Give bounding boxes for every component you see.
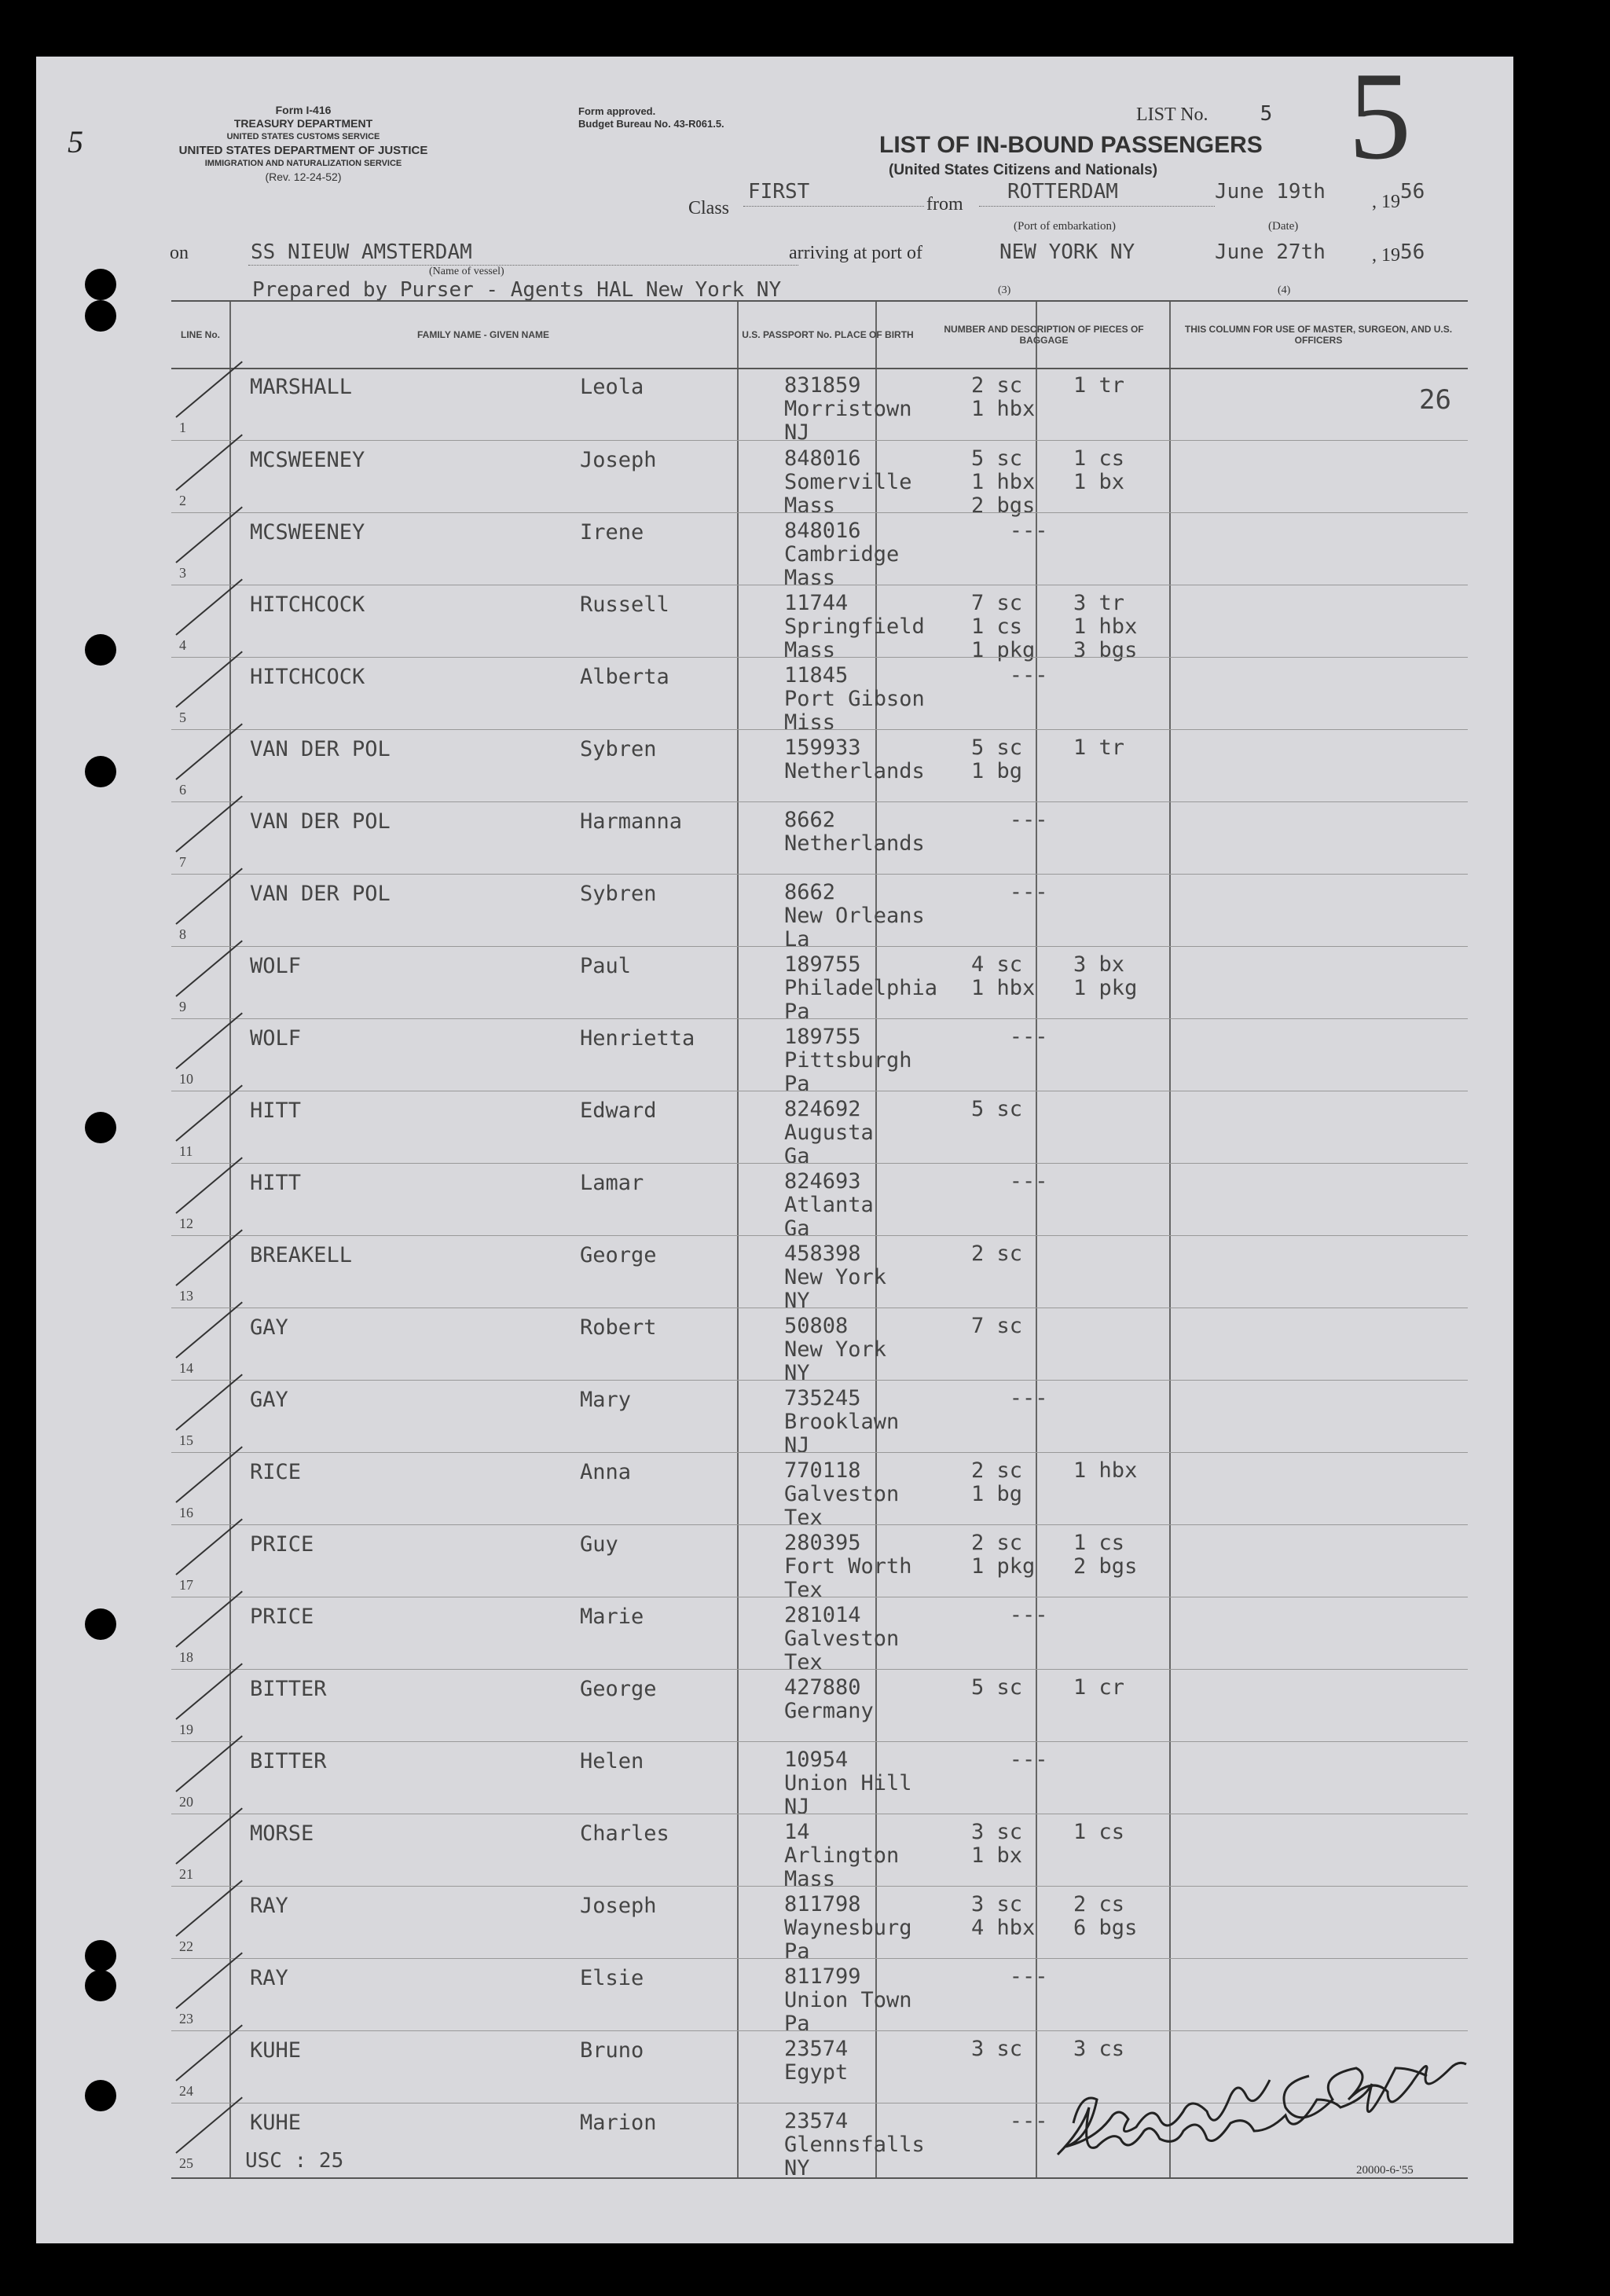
line-number: 14 (179, 1360, 193, 1376)
given-name: Sybren (580, 882, 657, 906)
given-name: Marie (580, 1605, 644, 1629)
passport-number: 770118 (784, 1458, 861, 1483)
place-of-birth: Union Hill (784, 1771, 912, 1795)
table-row (171, 585, 1468, 662)
family-name: MORSE (250, 1821, 314, 1846)
passport-number: 14 (784, 1820, 810, 1844)
check-tick (175, 579, 243, 636)
place-of-birth: Netherlands (784, 759, 925, 783)
line-number: 10 (179, 1071, 193, 1087)
baggage-description: 1 hbx 1 bx (971, 470, 1125, 494)
family-name: RICE (250, 1460, 302, 1484)
budget-bureau: Budget Bureau No. 43-R061.5. (578, 118, 724, 130)
punch-hole (85, 634, 116, 666)
col-head-passport: U.S. PASSPORT No. PLACE OF BIRTH (742, 329, 914, 340)
baggage-description: 5 sc 1 tr (971, 735, 1125, 760)
given-name: Lamar (580, 1171, 644, 1195)
given-name: Irene (580, 520, 644, 545)
baggage-description: 5 sc (971, 1097, 1023, 1121)
check-tick (175, 1374, 243, 1431)
passport-number: 189755 (784, 952, 861, 977)
baggage-description: 7 sc (971, 1314, 1023, 1338)
arrival-date: June 27th (1215, 240, 1326, 264)
passport-number: 159933 (784, 735, 861, 760)
check-tick (175, 1085, 243, 1142)
place-of-birth: NJ (784, 1433, 810, 1458)
family-name: HITCHCOCK (250, 592, 365, 617)
table-row (171, 946, 1468, 1024)
place-of-birth: NY (784, 1289, 810, 1313)
baggage-description: 4 hbx 6 bgs (971, 1916, 1138, 1940)
footer-print-code: 20000-6-'55 (1356, 2164, 1414, 2177)
baggage-description: 5 sc 1 cs (971, 446, 1125, 471)
baggage-description: 1 bg (971, 759, 1023, 783)
check-tick (175, 868, 243, 925)
family-name: VAN DER POL (250, 737, 391, 761)
baggage-description: 1 bx (971, 1843, 1023, 1868)
place-of-birth: Somerville (784, 470, 912, 494)
on-label: on (170, 243, 189, 263)
place-of-birth: New York (784, 1265, 887, 1289)
check-tick (175, 1880, 243, 1937)
caption-3: (3) (998, 284, 1011, 296)
baggage-description: 1 cs 1 hbx (971, 614, 1138, 639)
check-tick (175, 1157, 243, 1214)
line-number: 9 (179, 999, 186, 1014)
check-tick (175, 1013, 243, 1069)
given-name: Robert (580, 1315, 657, 1340)
family-name: BREAKELL (250, 1243, 353, 1267)
given-name: Leola (580, 375, 644, 399)
passport-number: 811799 (784, 1964, 861, 1989)
line-number: 4 (179, 637, 186, 653)
arrival-year-digits: 56 (1400, 240, 1425, 264)
place-of-birth: Cambridge (784, 542, 900, 567)
embarkation-caption: (Port of embarkation) (1014, 220, 1116, 233)
passport-number: 11744 (784, 591, 849, 615)
place-of-birth: Philadelphia (784, 976, 938, 1000)
baggage-description: --- (971, 1025, 1048, 1049)
place-of-birth: Morristown (784, 397, 912, 421)
check-tick (175, 507, 243, 563)
table-row (171, 801, 1468, 875)
family-name: VAN DER POL (250, 809, 391, 834)
check-tick (175, 796, 243, 853)
table-row (171, 1741, 1468, 1819)
date-caption: (Date) (1268, 220, 1299, 233)
baggage-description: 3 sc 2 cs (971, 1892, 1125, 1916)
given-name: Paul (580, 954, 632, 978)
line-number: 21 (179, 1866, 193, 1882)
given-name: Joseph (580, 448, 657, 472)
punch-hole (85, 300, 116, 332)
line-number: 15 (179, 1432, 193, 1448)
baggage-description: 1 pkg 2 bgs (971, 1554, 1138, 1579)
line-number: 19 (179, 1722, 193, 1737)
baggage-description: 2 sc 1 cs (971, 1531, 1125, 1555)
table-row (171, 1235, 1468, 1313)
manifest-page (36, 46, 1513, 2243)
check-tick (175, 2097, 243, 2154)
passport-number: 735245 (784, 1386, 861, 1410)
place-of-birth: Miss (784, 710, 836, 735)
place-of-birth: Egypt (784, 2060, 849, 2085)
list-no-value: 5 (1260, 102, 1273, 126)
agency-customs: UNITED STATES CUSTOMS SERVICE (226, 132, 380, 141)
line-number: 23 (179, 2011, 193, 2026)
place-of-birth: NY (784, 1361, 810, 1385)
baggage-description: 1 pkg 3 bgs (971, 638, 1138, 662)
baggage-description: --- (971, 808, 1048, 832)
family-name: BITTER (250, 1749, 327, 1773)
place-of-birth: Arlington (784, 1843, 900, 1868)
place-of-birth: Netherlands (784, 831, 925, 856)
agency-ins: IMMIGRATION AND NATURALIZATION SERVICE (204, 159, 402, 168)
family-name: MCSWEENEY (250, 448, 365, 472)
place-of-birth: Mass (784, 638, 836, 662)
place-of-birth: Germany (784, 1699, 874, 1723)
family-name: GAY (250, 1388, 288, 1412)
given-name: Joseph (580, 1894, 657, 1918)
passport-number: 281014 (784, 1603, 861, 1627)
passport-number: 848016 (784, 519, 861, 543)
place-of-birth: Ga (784, 1144, 810, 1168)
place-of-birth: Union Town (784, 1988, 912, 2012)
vessel-name: SS NIEUW AMSTERDAM (251, 240, 472, 264)
place-of-birth: Tex (784, 1506, 823, 1530)
check-tick (175, 1808, 243, 1865)
class-value: FIRST (748, 180, 810, 204)
table-row (171, 1380, 1468, 1458)
passport-number: 23574 (784, 2037, 849, 2061)
place-of-birth: Brooklawn (784, 1410, 900, 1434)
check-tick (175, 724, 243, 780)
table-row (171, 1814, 1468, 1891)
place-of-birth: Mass (784, 566, 836, 590)
given-name: Henrietta (580, 1026, 695, 1051)
list-no-label: LIST No. (1136, 105, 1208, 125)
prepared-by: Prepared by Purser - Agents HAL New York NY (252, 278, 782, 302)
family-name: WOLF (250, 1026, 302, 1051)
place-of-birth: Galveston (784, 1482, 900, 1506)
place-of-birth: NY (784, 2156, 810, 2180)
baggage-description: 2 bgs (971, 493, 1036, 518)
table-row (171, 1091, 1468, 1168)
class-label: Class (688, 198, 730, 218)
family-name: RAY (250, 1966, 288, 1990)
vessel-caption: (Name of vessel) (429, 266, 504, 277)
table-row (171, 1452, 1468, 1530)
check-tick (175, 941, 243, 997)
col-head-officers: THIS COLUMN FOR USE OF MASTER, SURGEON, AND U.S. OFFICERS (1184, 324, 1453, 346)
departure-year-digits: 56 (1400, 180, 1425, 204)
line-number: 13 (179, 1288, 193, 1304)
baggage-description: 1 hbx 1 pkg (971, 976, 1138, 1000)
given-name: Anna (580, 1460, 632, 1484)
family-name: MARSHALL (250, 375, 353, 399)
agency-justice: UNITED STATES DEPARTMENT OF JUSTICE (178, 144, 428, 157)
passport-number: 8662 (784, 808, 836, 832)
table-row (171, 1669, 1468, 1742)
line-number: 7 (179, 854, 186, 870)
check-tick (175, 2025, 243, 2081)
family-name: BITTER (250, 1677, 327, 1701)
line-number: 12 (179, 1216, 193, 1231)
line-number: 5 (179, 710, 186, 725)
family-name: PRICE (250, 1605, 314, 1629)
baggage-description: 1 bg (971, 1482, 1023, 1506)
arrival-year: , 19 (1372, 245, 1400, 266)
passport-number: 824693 (784, 1169, 861, 1194)
check-tick (175, 1736, 243, 1792)
check-tick (175, 1519, 243, 1575)
place-of-birth: Pa (784, 1072, 810, 1096)
passport-number: 848016 (784, 446, 861, 471)
family-name: VAN DER POL (250, 882, 391, 906)
line-number: 11 (179, 1143, 193, 1159)
passport-number: 189755 (784, 1025, 861, 1049)
punch-hole (85, 1608, 116, 1640)
place-of-birth: Augusta (784, 1120, 874, 1145)
given-name: Helen (580, 1749, 644, 1773)
line-number: 24 (179, 2083, 193, 2099)
place-of-birth: Pittsburgh (784, 1048, 912, 1073)
baggage-description: 2 sc 1 hbx (971, 1458, 1138, 1483)
baggage-description: --- (971, 1603, 1048, 1627)
check-tick (175, 1230, 243, 1286)
departure-date: June 19th (1215, 180, 1326, 204)
baggage-description: 7 sc 3 tr (971, 591, 1125, 615)
passport-number: 23574 (784, 2109, 849, 2133)
passport-number: 824692 (784, 1097, 861, 1121)
given-name: Russell (580, 592, 669, 617)
line-number: 3 (179, 565, 186, 581)
given-name: Alberta (580, 665, 669, 689)
place-of-birth: NJ (784, 1795, 810, 1819)
baggage-description: 4 sc 3 bx (971, 952, 1125, 977)
line-number: 18 (179, 1649, 193, 1665)
baggage-description: 3 sc 3 cs (971, 2037, 1125, 2061)
given-name: Elsie (580, 1966, 644, 1990)
baggage-description: 5 sc 1 cr (971, 1675, 1125, 1700)
baggage-description: --- (971, 2109, 1048, 2133)
place-of-birth: Galveston (784, 1627, 900, 1651)
arrival-port: NEW YORK NY (999, 240, 1135, 264)
check-tick (175, 1663, 243, 1720)
baggage-description: 2 sc 1 tr (971, 373, 1125, 398)
line-number: 2 (179, 493, 186, 508)
baggage-description: --- (971, 1169, 1048, 1194)
given-name: George (580, 1243, 657, 1267)
place-of-birth: Tex (784, 1650, 823, 1674)
line-number: 20 (179, 1794, 193, 1810)
line-number: 22 (179, 1938, 193, 1954)
place-of-birth: Tex (784, 1578, 823, 1602)
table-row (171, 1308, 1468, 1385)
place-of-birth: Atlanta (784, 1193, 874, 1217)
baggage-description: 1 hbx (971, 397, 1036, 421)
given-name: Marion (580, 2111, 657, 2135)
place-of-birth: Mass (784, 493, 836, 518)
line-number: 8 (179, 926, 186, 942)
check-tick (175, 435, 243, 491)
family-name: WOLF (250, 954, 302, 978)
table-row (171, 1958, 1468, 2036)
given-name: George (580, 1677, 657, 1701)
check-tick (175, 1591, 243, 1648)
caption-4: (4) (1278, 284, 1291, 296)
baggage-description: --- (971, 1748, 1048, 1772)
col-head-line: LINE No. (181, 329, 220, 340)
form-number: Form I-416 (275, 104, 332, 116)
family-name: MCSWEENEY (250, 520, 365, 545)
check-tick (175, 1953, 243, 2009)
punch-hole (85, 269, 116, 300)
table-row (171, 1163, 1468, 1241)
col-head-name: FAMILY NAME - GIVEN NAME (416, 329, 550, 340)
passport-number: 10954 (784, 1748, 849, 1772)
table-row (171, 368, 1468, 445)
table-row (171, 729, 1468, 802)
line-number: 1 (179, 420, 186, 435)
baggage-description: 3 sc 1 cs (971, 1820, 1125, 1844)
place-of-birth: Springfield (784, 614, 925, 639)
given-name: Mary (580, 1388, 632, 1412)
place-of-birth: La (784, 927, 810, 952)
passport-number: 427880 (784, 1675, 861, 1700)
page-title: LIST OF IN-BOUND PASSENGERS (879, 132, 1263, 158)
departure-year: , 19 (1372, 192, 1400, 212)
family-name: HITT (250, 1098, 302, 1123)
place-of-birth: NJ (784, 420, 810, 445)
check-tick (175, 651, 243, 708)
given-name: Edward (580, 1098, 657, 1123)
family-name: HITT (250, 1171, 302, 1195)
given-name: Guy (580, 1532, 618, 1557)
line-number: 6 (179, 782, 186, 798)
punch-hole (85, 2080, 116, 2111)
table-row (171, 1886, 1468, 1964)
punch-hole (85, 1112, 116, 1143)
arriving-label: arriving at port of (789, 243, 922, 263)
passenger-table (171, 300, 1468, 2179)
corner-mark: 5 (68, 124, 83, 160)
punch-hole (85, 1940, 116, 1971)
passport-number: 50808 (784, 1314, 849, 1338)
table-row (171, 874, 1468, 952)
baggage-description: --- (971, 663, 1048, 688)
family-name: KUHE (250, 2111, 302, 2135)
table-row (171, 512, 1468, 590)
footer-code: USC : 25 (245, 2149, 344, 2173)
baggage-description: --- (971, 1964, 1048, 1989)
given-name: Bruno (580, 2038, 644, 2063)
punch-hole (85, 756, 116, 787)
check-tick (175, 1447, 243, 1503)
passport-number: 811798 (784, 1892, 861, 1916)
baggage-description: --- (971, 1386, 1048, 1410)
table-row (171, 440, 1468, 518)
place-of-birth: Pa (784, 999, 810, 1024)
family-name: PRICE (250, 1532, 314, 1557)
family-name: KUHE (250, 2038, 302, 2063)
col-head-baggage: NUMBER AND DESCRIPTION OF PIECES OF BAGGAGE (944, 324, 1144, 346)
passport-number: 11845 (784, 663, 849, 688)
passport-number: 8662 (784, 880, 836, 904)
place-of-birth: Ga (784, 1216, 810, 1241)
agency-treasury: TREASURY DEPARTMENT (233, 117, 373, 130)
place-of-birth: Fort Worth (784, 1554, 912, 1579)
baggage-description: --- (971, 880, 1048, 904)
port-of-embarkation: ROTTERDAM (1007, 180, 1118, 204)
officer-count-note: 26 (1419, 384, 1451, 416)
table-row (171, 657, 1468, 735)
passport-number: 280395 (784, 1531, 861, 1555)
place-of-birth: Pa (784, 1939, 810, 1964)
page-subtitle: (United States Citizens and Nationals) (889, 162, 1158, 178)
family-name: GAY (250, 1315, 288, 1340)
revision: (Rev. 12-24-52) (265, 171, 342, 183)
table-row (171, 1597, 1468, 1674)
from-label: from (926, 194, 963, 215)
inspector-signature (1042, 2029, 1482, 2186)
place-of-birth: Glennsfalls (784, 2133, 925, 2157)
baggage-description: --- (971, 519, 1048, 543)
given-name: Harmanna (580, 809, 683, 834)
passport-number: 458398 (784, 1242, 861, 1266)
family-name: HITCHCOCK (250, 665, 365, 689)
place-of-birth: New Orleans (784, 904, 925, 928)
baggage-description: 2 sc (971, 1242, 1023, 1266)
table-row (171, 1524, 1468, 1602)
given-name: Sybren (580, 737, 657, 761)
check-tick (175, 1302, 243, 1359)
line-number: 25 (179, 2155, 193, 2171)
line-number: 17 (179, 1577, 193, 1593)
place-of-birth: Waynesburg (784, 1916, 912, 1940)
place-of-birth: Port Gibson (784, 687, 925, 711)
form-approved: Form approved. (578, 105, 656, 117)
line-number: 16 (179, 1505, 193, 1520)
big-page-number: 5 (1348, 46, 1411, 185)
given-name: Charles (580, 1821, 669, 1846)
place-of-birth: Pa (784, 2012, 810, 2036)
check-tick (175, 361, 243, 418)
passport-number: 831859 (784, 373, 861, 398)
place-of-birth: Mass (784, 1867, 836, 1891)
punch-hole (85, 1970, 116, 2001)
table-row (171, 1018, 1468, 1096)
family-name: RAY (250, 1894, 288, 1918)
place-of-birth: New York (784, 1337, 887, 1362)
